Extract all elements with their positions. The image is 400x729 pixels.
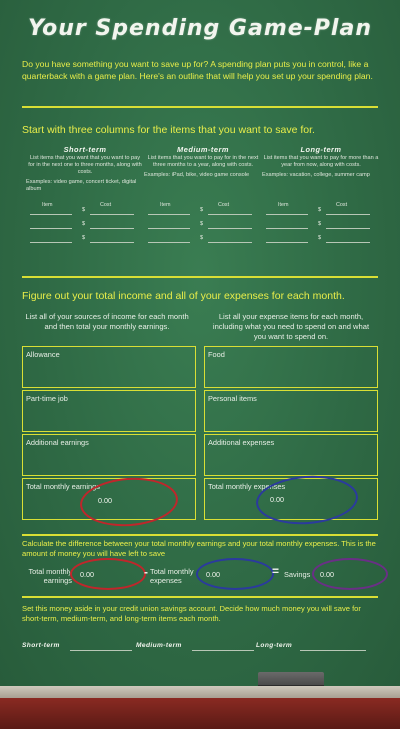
page-title: Your Spending Game-Plan xyxy=(28,16,372,41)
cost-line[interactable] xyxy=(90,242,134,243)
calc-earnings-value: 0.00 xyxy=(80,570,94,579)
dollar-sign: $ xyxy=(82,235,86,241)
column-term: Long-term xyxy=(300,145,342,154)
column-short-term xyxy=(26,145,144,208)
item-line[interactable] xyxy=(148,242,190,243)
income-box-total[interactable]: Total monthly earnings xyxy=(22,478,196,520)
total-income-value: 0.00 xyxy=(98,496,112,505)
short-term-line[interactable] xyxy=(70,650,132,651)
dollar-sign: $ xyxy=(318,207,322,213)
item-line[interactable] xyxy=(30,214,72,215)
cost-line[interactable] xyxy=(326,228,370,229)
column-examples: Examples: iPad, bike, video game console xyxy=(144,172,250,178)
cost-header: Cost xyxy=(336,202,348,208)
column-term: Medium-term xyxy=(177,145,229,154)
calc-expenses-value: 0.00 xyxy=(206,570,220,579)
setaside-text: Set this money aside in your credit union savings account. Decide how much money you will save for short-term, medium-term, and long-term items each month. xyxy=(22,604,361,623)
column-desc: List items that you want to pay for in the next three months to a year, along with costs. xyxy=(147,155,259,168)
equals-sign: = xyxy=(272,564,280,578)
calc-savings-value: 0.00 xyxy=(320,570,334,579)
total-expense-value: 0.00 xyxy=(270,495,284,504)
dollar-sign: $ xyxy=(200,235,204,241)
column-desc: List items that you want to pay for more than a year from now, along with costs. xyxy=(263,155,379,168)
cost-line[interactable] xyxy=(208,228,252,229)
dollar-sign: $ xyxy=(200,207,204,213)
column-examples: Examples: vacation, college, summer camp xyxy=(262,172,370,178)
expense-box-food[interactable]: Food xyxy=(204,346,378,388)
expense-box-personal-items[interactable]: Personal items xyxy=(204,390,378,432)
column-examples: Examples: video game, concert ticket, digital album xyxy=(26,179,137,192)
divider xyxy=(22,534,378,536)
long-term-line[interactable] xyxy=(300,650,366,651)
dollar-sign: $ xyxy=(318,221,322,227)
divider xyxy=(22,276,378,278)
calc-expenses-label: Total monthly expenses xyxy=(150,567,194,585)
income-box-part-time-job[interactable]: Part-time job xyxy=(22,390,196,432)
calc-text: Calculate the difference between your total monthly earnings and your total monthly expenses. This is the amount of money you will have left to save xyxy=(22,539,376,558)
expense-box-total[interactable]: Total monthly expenses xyxy=(204,478,378,520)
step1-heading: Start with three columns for the items that you want to save for. xyxy=(22,124,315,136)
column-term: Short-term xyxy=(63,145,107,154)
item-line[interactable] xyxy=(266,242,308,243)
bottom-short-term: Short-term xyxy=(22,642,60,649)
divider xyxy=(22,106,378,108)
dollar-sign: $ xyxy=(82,207,86,213)
medium-term-line[interactable] xyxy=(192,650,254,651)
item-header: Item xyxy=(278,202,289,208)
item-line[interactable] xyxy=(148,214,190,215)
dollar-sign: $ xyxy=(318,235,322,241)
cost-line[interactable] xyxy=(208,242,252,243)
item-header: Item xyxy=(160,202,171,208)
cost-line[interactable] xyxy=(90,214,134,215)
step2-heading: Figure out your total income and all of your expenses for each month. xyxy=(22,290,345,302)
expense-intro: List all your expense items for each month, including what you need to spend on and what you want to spend on. xyxy=(212,312,370,341)
column-long-term xyxy=(262,145,380,208)
item-line[interactable] xyxy=(148,228,190,229)
income-intro: List all of your sources of income for each month and then total your monthly earnings. xyxy=(25,312,189,331)
item-line[interactable] xyxy=(266,228,308,229)
bottom-medium-term: Medium-term xyxy=(136,642,182,649)
divider xyxy=(22,596,378,598)
wood-frame xyxy=(0,698,400,729)
expense-box-additional-expenses[interactable]: Additional expenses xyxy=(204,434,378,476)
cost-line[interactable] xyxy=(326,242,370,243)
minus-sign: - xyxy=(144,565,148,579)
cost-line[interactable] xyxy=(208,214,252,215)
cost-line[interactable] xyxy=(90,228,134,229)
item-line[interactable] xyxy=(30,228,72,229)
cost-header: Cost xyxy=(218,202,230,208)
bottom-long-term: Long-term xyxy=(256,642,293,649)
column-desc: List items that you want that you want to pay for in the next one to three months, along with costs. xyxy=(28,155,142,175)
column-medium-term xyxy=(144,145,262,208)
dollar-sign: $ xyxy=(82,221,86,227)
cost-line[interactable] xyxy=(326,214,370,215)
item-header: Item xyxy=(42,202,53,208)
chalk-tray xyxy=(0,686,400,698)
cost-header: Cost xyxy=(100,202,112,208)
item-line[interactable] xyxy=(266,214,308,215)
dollar-sign: $ xyxy=(200,221,204,227)
calc-earnings-label: Total monthly earnings xyxy=(28,567,72,585)
item-line[interactable] xyxy=(30,242,72,243)
income-box-additional-earnings[interactable]: Additional earnings xyxy=(22,434,196,476)
income-box-allowance[interactable]: Allowance xyxy=(22,346,196,388)
intro-text: Do you have something you want to save up for? A spending plan puts you in control, like a quarterback with a game plan. Here's an outline that will help you set up your spending plan. xyxy=(22,59,373,81)
calc-savings-label: Savings xyxy=(284,570,311,579)
